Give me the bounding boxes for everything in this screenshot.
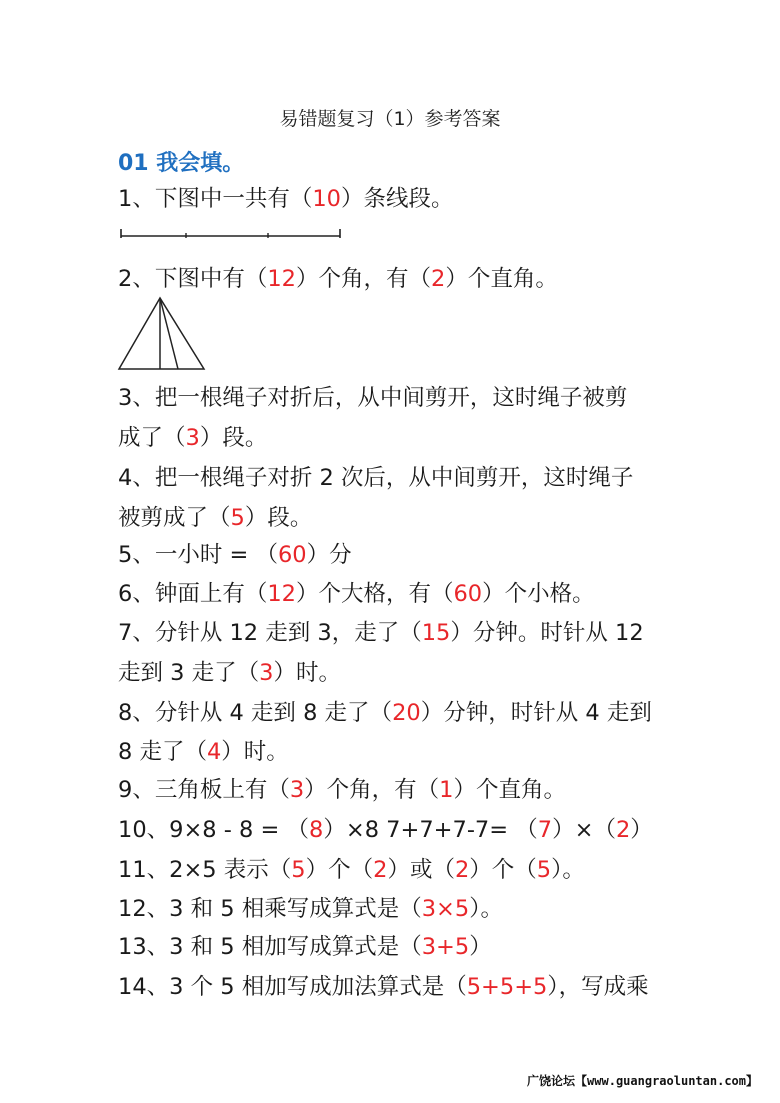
question-line [118,423,267,453]
question-line [118,463,633,493]
question-line [118,503,312,533]
question-text: ） [630,817,653,843]
answer-text: 7 [537,817,553,843]
page-title: 易错题复习（1）参考答案 [279,108,501,130]
question-text: 8、分针从 4 走到 8 走了（ [118,700,393,726]
triangle-figure [116,294,208,374]
answer-text: 10 [312,186,341,212]
answer-text: 2 [615,817,631,843]
answer-text: 8 [309,817,324,843]
question-text: 成了（ [118,425,186,451]
question-text: 9、三角板上有（ [118,777,290,803]
question-line [118,815,653,845]
question-text: 13、3 和 5 相加写成算式是（ [118,934,422,960]
question-line [118,540,352,570]
answer-text: 3 [259,660,274,686]
question-text: ）分 [306,542,352,568]
question-text: ）个小格。 [482,581,595,607]
question-text: ）分钟，时针从 4 走到 [420,700,652,726]
question-line [118,579,595,609]
answer-text: 3×5 [421,896,470,922]
answer-text: 60 [453,581,483,607]
question-text: ）分钟。时针从 12 [450,620,644,646]
answer-text: 20 [392,700,421,726]
question-line [118,698,652,728]
answer-text: 5 [291,857,306,883]
question-text: ）段。 [199,425,268,451]
answer-text: 1 [439,777,454,803]
answer-text: 2 [430,266,446,292]
question-line [118,932,492,962]
question-text: ）。 [469,896,503,922]
question-text: ）个直角。 [453,777,567,803]
question-line [118,184,453,214]
answer-text: 3+5 [421,934,470,960]
section-heading: 01 我会填。 [118,151,245,176]
question-text: 被剪成了（ [118,505,231,531]
question-line [118,775,566,805]
answer-text: 3 [185,425,200,451]
question-text: ）或（ [387,857,455,883]
question-text: ） [469,934,492,960]
question-line [118,894,503,924]
question-text: 4、把一根绳子对折 2 次后，从中间剪开，这时绳子 [118,465,634,491]
answer-text: 5+5+5 [466,974,548,1000]
line-segment-figure [118,224,348,244]
question-text: ）个大格，有（ [295,581,454,607]
answer-text: 5 [230,505,245,531]
question-text: ）×（ [552,817,616,843]
question-text: 5、一小时 = （ [118,542,278,568]
question-line [118,383,627,413]
answer-text: 12 [267,266,296,292]
question-text: 2、下图中有（ [118,266,268,292]
question-text: 11、2×5 表示（ [118,857,292,883]
question-text: 14、3 个 5 相加写成加法算式是（ [118,974,467,1000]
question-text: 1、下图中一共有（ [118,186,313,212]
question-text: ）×8 7+7+7-7= （ [323,817,538,843]
question-text: ），写成乘 [547,974,649,1000]
question-text: ）段。 [244,505,313,531]
question-text: 7、分针从 12 走到 3，走了（ [118,620,422,646]
question-text: ）条线段。 [340,186,454,212]
question-text: 3、把一根绳子对折后，从中间剪开，这时绳子被剪 [118,385,628,411]
question-text: 12、3 和 5 相乘写成算式是（ [118,896,422,922]
question-text: ）时。 [221,739,289,765]
answer-text: 12 [267,581,296,607]
question-text: ）个（ [305,857,374,883]
question-text: 10、9×8 - 8 = （ [118,817,310,843]
question-text: ）个角，有（ [295,266,431,292]
question-text: ）时。 [273,660,341,686]
answer-text: 4 [206,739,222,765]
answer-text: 3 [289,777,305,803]
question-text: 8 走了（ [118,739,207,765]
question-text: ）个（ [469,857,537,883]
question-line [118,737,289,767]
question-line [118,972,649,1002]
question-line [118,618,644,648]
question-line [118,855,585,885]
question-text: ）个直角。 [445,266,558,292]
answer-text: 5 [536,857,552,883]
answer-text: 15 [421,620,451,646]
question-text: 走到 3 走了（ [118,660,260,686]
question-text: ）个角，有（ [304,777,440,803]
question-line [118,264,558,294]
answer-text: 60 [277,542,307,568]
question-text: ）。 [551,857,585,883]
footer-watermark: 广饶论坛【www.guangraoluntan.com】 [527,1074,758,1088]
answer-text: 2 [454,857,470,883]
question-text: 6、钟面上有（ [118,581,268,607]
question-line [118,658,341,688]
answer-text: 2 [373,857,388,883]
